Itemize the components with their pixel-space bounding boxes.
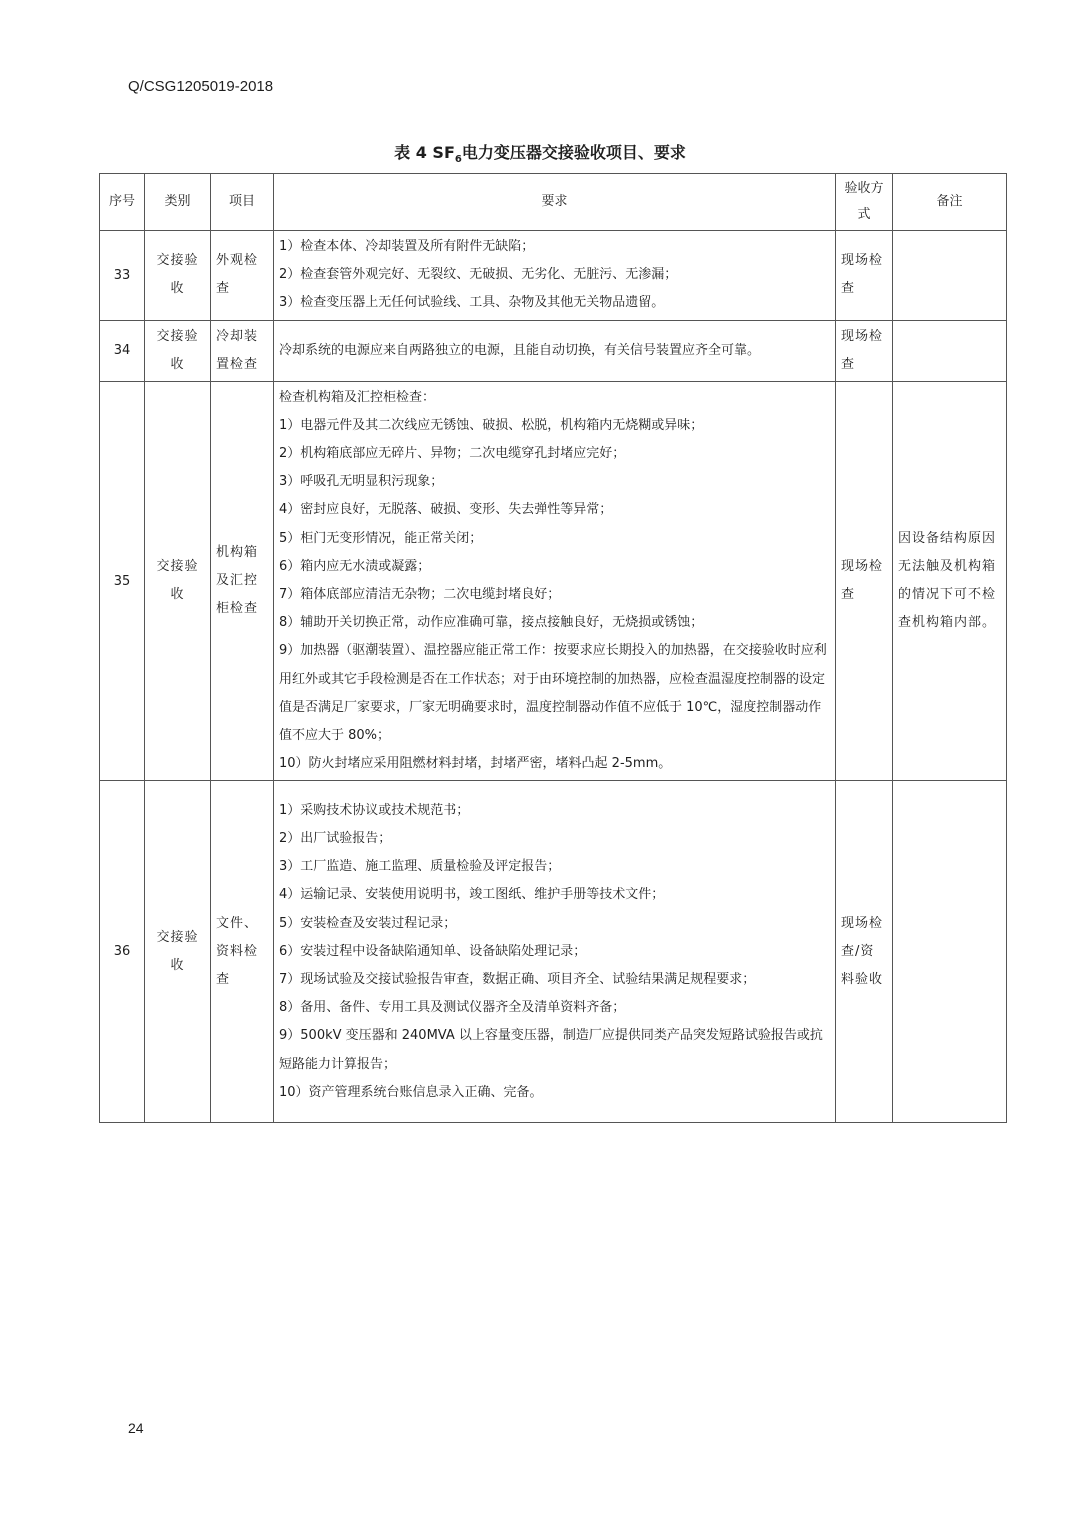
- row-no: 35: [100, 381, 145, 781]
- row-requirements: [274, 781, 836, 1123]
- requirement-line: 10）资产管理系统台账信息录入正确、完备。: [279, 1084, 543, 1100]
- row-category: 交接验收: [145, 320, 211, 381]
- row-no: 34: [100, 320, 145, 381]
- page-number: 24: [128, 1420, 144, 1436]
- row-item: 冷却装置检查: [211, 320, 274, 381]
- requirement-line: 5）安装检查及安装过程记录；: [279, 915, 457, 931]
- row-item: 机构箱及汇控柜检查: [211, 381, 274, 781]
- row-requirements: [274, 381, 836, 781]
- header-item: 项目: [211, 174, 274, 231]
- row-item: 外观检查: [211, 231, 274, 321]
- row-method: 现场检查: [836, 381, 893, 781]
- table-title-prefix: 表 4 SF: [394, 143, 455, 162]
- requirement-line: 10）防火封堵应采用阻燃材料封堵，封堵严密，堵料凸起 2-5mm。: [279, 756, 672, 772]
- requirement-line: 2）出厂试验报告；: [279, 831, 392, 847]
- row-category: 交接验收: [145, 781, 211, 1123]
- table-row: [100, 381, 1007, 781]
- table-row: [100, 781, 1007, 1123]
- requirement-line: 3）工厂监造、施工监理、质量检验及评定报告；: [279, 859, 561, 875]
- document-code: Q/CSG1205019-2018: [128, 78, 274, 95]
- row-note: [893, 320, 1007, 381]
- row-item: 文件、资料检查: [211, 781, 274, 1123]
- requirement-line: 3）检查变压器上无任何试验线、工具、杂物及其他无关物品遗留。: [279, 295, 665, 311]
- row-method: 现场检查: [836, 320, 893, 381]
- header-category: 类别: [145, 174, 211, 231]
- requirement-line: 检查机构箱及汇控柜检查：: [279, 389, 436, 405]
- header-no: 序号: [100, 174, 145, 231]
- requirement-line: 2）机构箱底部应无碎片、异物；二次电缆穿孔封堵应完好；: [279, 446, 626, 462]
- row-requirements: [274, 320, 836, 381]
- requirement-line: 1）检查本体、冷却装置及所有附件无缺陷；: [279, 239, 535, 254]
- header-note: 备注: [893, 174, 1007, 231]
- table-row: [100, 231, 1007, 321]
- requirement-line: 4）运输记录、安装使用说明书，竣工图纸、维护手册等技术文件；: [279, 887, 665, 903]
- row-no: 33: [100, 231, 145, 321]
- header-method: 验收方式: [836, 174, 893, 231]
- requirement-line: 2）检查套管外观完好、无裂纹、无破损、无劣化、无脏污、无渗漏；: [279, 267, 678, 283]
- requirement-line: 4）密封应良好，无脱落、破损、变形、失去弹性等异常；: [279, 502, 613, 518]
- requirement-line: 7）现场试验及交接试验报告审查，数据正确、项目齐全、试验结果满足规程要求；: [279, 972, 756, 988]
- acceptance-table: [99, 173, 1007, 1123]
- row-note: [893, 231, 1007, 321]
- requirement-line: 8）辅助开关切换正常，动作应准确可靠，接点接触良好，无烧损或锈蚀；: [279, 615, 704, 631]
- requirement-line: 6）安装过程中设备缺陷通知单、设备缺陷处理记录；: [279, 943, 587, 959]
- row-requirements: [274, 231, 836, 321]
- requirement-line: 7）箱体底部应清洁无杂物；二次电缆封堵良好；: [279, 587, 561, 603]
- requirement-line: 冷却系统的电源应来自两路独立的电源，且能自动切换，有关信号装置应齐全可靠。: [279, 342, 761, 358]
- row-method: 现场检查/资料验收: [836, 781, 893, 1123]
- table-title-subscript: 6: [454, 154, 462, 166]
- requirement-line: 3）呼吸孔无明显积污现象；: [279, 474, 444, 490]
- table-title-suffix: 电力变压器交接验收项目、要求: [461, 143, 686, 162]
- row-no: 36: [100, 781, 145, 1123]
- row-category: 交接验收: [145, 381, 211, 781]
- table-row: [100, 320, 1007, 381]
- requirement-line: 1）电器元件及其二次线应无锈蚀、破损、松脱，机构箱内无烧糊或异味；: [279, 417, 704, 433]
- requirement-line: 9）500kV 变压器和 240MVA 以上容量变压器，制造厂应提供同类产品突发短路试验报告或抗短路能力计算报告；: [279, 1028, 823, 1072]
- row-category: 交接验收: [145, 231, 211, 321]
- requirement-line: 8）备用、备件、专用工具及测试仪器齐全及清单资料齐备；: [279, 1000, 626, 1016]
- table-header-row: [100, 174, 1007, 231]
- row-note: 因设备结构原因无法触及机构箱的情况下可不检查机构箱内部。: [893, 381, 1007, 781]
- requirement-line: 6）箱内应无水渍或凝露；: [279, 558, 431, 574]
- requirement-line: 5）柜门无变形情况，能正常关闭；: [279, 530, 483, 546]
- table-title: [0, 140, 1080, 165]
- header-requirement: 要求: [274, 174, 836, 231]
- requirement-line: 1）采购技术协议或技术规范书；: [279, 802, 470, 818]
- requirement-line: 9）加热器（驱潮装置）、温控器应能正常工作：按要求应长期投入的加热器，在交接验收时应利用红外或其它手段检测是否在工作状态；对于由环境控制的加热器，应检查温湿度控制器的设定值是否满足厂家要求，厂家无明确要求时，温度控制器动作值不应低于 10℃，湿度控制器动作值不应大于 80%；: [279, 643, 827, 744]
- row-note: [893, 781, 1007, 1123]
- row-method: 现场检查: [836, 231, 893, 321]
